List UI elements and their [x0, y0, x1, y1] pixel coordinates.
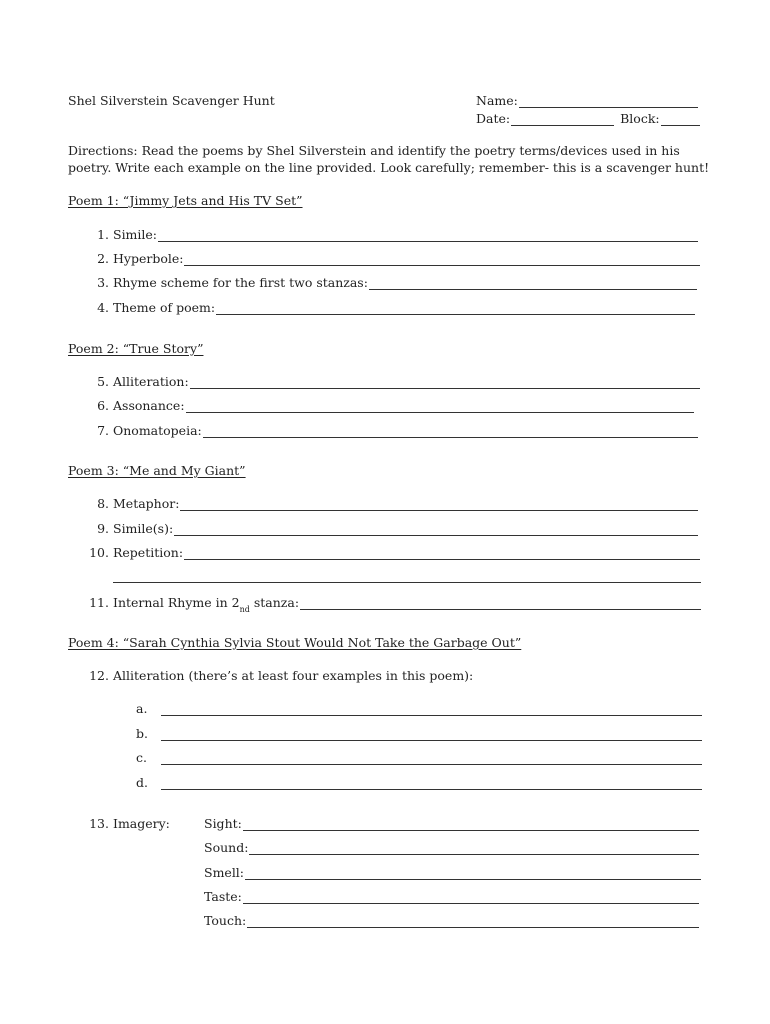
item-number: 1.: [97, 227, 109, 242]
item-8[interactable]: [86, 496, 698, 511]
directions-line-1: Directions: Read the poems by Shel Silverstein and identify the poetry terms/devices used in his: [68, 143, 680, 158]
answer-line[interactable]: [243, 891, 699, 904]
block-line[interactable]: [661, 113, 700, 126]
subitem-letter: c.: [136, 750, 147, 765]
answer-line[interactable]: [161, 703, 702, 716]
name-line[interactable]: [519, 95, 698, 108]
item-4[interactable]: [86, 300, 695, 315]
answer-line[interactable]: [247, 915, 699, 928]
item-label: Imagery:: [113, 816, 170, 831]
sense-label: Touch:: [204, 913, 247, 928]
imagery-sound[interactable]: [204, 840, 699, 855]
item-10-extra-line[interactable]: [113, 582, 701, 583]
item-number: 10.: [89, 545, 109, 560]
item-label: Hyperbole:: [113, 251, 184, 266]
item-label: Rhyme scheme for the first two stanzas:: [113, 275, 368, 290]
answer-line[interactable]: [190, 376, 700, 389]
sense-label: Taste:: [204, 889, 242, 904]
item-number: 7.: [97, 423, 109, 438]
item-label: Simile(s):: [113, 521, 174, 536]
name-label: Name:: [476, 93, 518, 108]
directions-line-2: poetry. Write each example on the line provided. Look carefully; remember- this is a scavenger hunt!: [68, 160, 710, 175]
subitem-c[interactable]: [136, 750, 702, 765]
item-number: 2.: [97, 251, 109, 266]
subitem-d[interactable]: [136, 775, 702, 790]
block-label: Block:: [620, 111, 660, 126]
answer-line[interactable]: [174, 523, 698, 536]
imagery-sight[interactable]: [204, 816, 699, 831]
answer-line[interactable]: [158, 229, 698, 242]
item-number: 6.: [97, 398, 109, 413]
item-number: 8.: [97, 496, 109, 511]
item-label: Alliteration (there’s at least four examples in this poem):: [113, 668, 474, 683]
imagery-touch[interactable]: [204, 913, 699, 928]
date-block-row: [476, 111, 700, 126]
item-number: 3.: [97, 275, 109, 290]
item-number: 13.: [89, 816, 109, 831]
subitem-a[interactable]: [136, 701, 702, 716]
item-5[interactable]: [86, 374, 700, 389]
item-label: Metaphor:: [113, 496, 180, 511]
item-label-post: stanza:: [249, 595, 300, 610]
imagery-smell[interactable]: [204, 865, 701, 880]
item-label: Assonance:: [113, 398, 185, 413]
answer-line[interactable]: [161, 777, 702, 790]
answer-line[interactable]: [180, 498, 698, 511]
sense-label: Smell:: [204, 865, 245, 880]
answer-line[interactable]: [300, 597, 701, 610]
item-9[interactable]: [86, 521, 698, 536]
item-number: 5.: [97, 374, 109, 389]
subitem-letter: a.: [136, 701, 148, 716]
item-label: Repetition:: [113, 545, 184, 560]
item-number: 11.: [89, 595, 109, 610]
poem3-heading: Poem 3: “Me and My Giant”: [68, 463, 246, 478]
item-number: 9.: [97, 521, 109, 536]
item-11[interactable]: 11. Internal Rhyme in 2 nd stanza:: [86, 595, 701, 610]
answer-line[interactable]: [184, 253, 700, 266]
item-number: 4.: [97, 300, 109, 315]
date-line[interactable]: [511, 113, 614, 126]
worksheet-title: Shel Silverstein Scavenger Hunt: [68, 93, 275, 108]
item-label: Alliteration:: [113, 374, 189, 389]
answer-line[interactable]: [245, 867, 701, 880]
item-7[interactable]: [86, 423, 698, 438]
item-2[interactable]: [86, 251, 700, 266]
poem4-heading: Poem 4: “Sarah Cynthia Sylvia Stout Would Not Take the Garbage Out”: [68, 635, 522, 650]
answer-line[interactable]: [243, 818, 699, 831]
poem1-heading: Poem 1: “Jimmy Jets and His TV Set”: [68, 193, 303, 208]
item-12: [86, 668, 473, 683]
poem2-heading: Poem 2: “True Story”: [68, 341, 204, 356]
item-13: [86, 816, 170, 831]
answer-line[interactable]: [184, 547, 700, 560]
sense-label: Sight:: [204, 816, 242, 831]
item-label: Theme of poem:: [113, 300, 216, 315]
answer-line[interactable]: [161, 752, 702, 765]
answer-line[interactable]: [186, 400, 694, 413]
imagery-taste[interactable]: [204, 889, 699, 904]
item-number: 12.: [89, 668, 109, 683]
item-6[interactable]: [86, 398, 694, 413]
item-label: Onomatopeia:: [113, 423, 202, 438]
item-label: Simile:: [113, 227, 158, 242]
item-3[interactable]: [86, 275, 697, 290]
sense-label: Sound:: [204, 840, 249, 855]
subitem-letter: d.: [136, 775, 148, 790]
answer-line[interactable]: [249, 842, 699, 855]
date-label: Date:: [476, 111, 511, 126]
answer-line[interactable]: [161, 728, 702, 741]
answer-line[interactable]: [203, 425, 698, 438]
answer-line[interactable]: [369, 277, 697, 290]
item-1[interactable]: [86, 227, 698, 242]
name-field[interactable]: [476, 93, 698, 108]
answer-line[interactable]: [216, 302, 695, 315]
item-label-pre: Internal Rhyme in 2: [113, 595, 240, 610]
subitem-b[interactable]: [136, 726, 702, 741]
item-10[interactable]: [86, 545, 700, 560]
subitem-letter: b.: [136, 726, 148, 741]
